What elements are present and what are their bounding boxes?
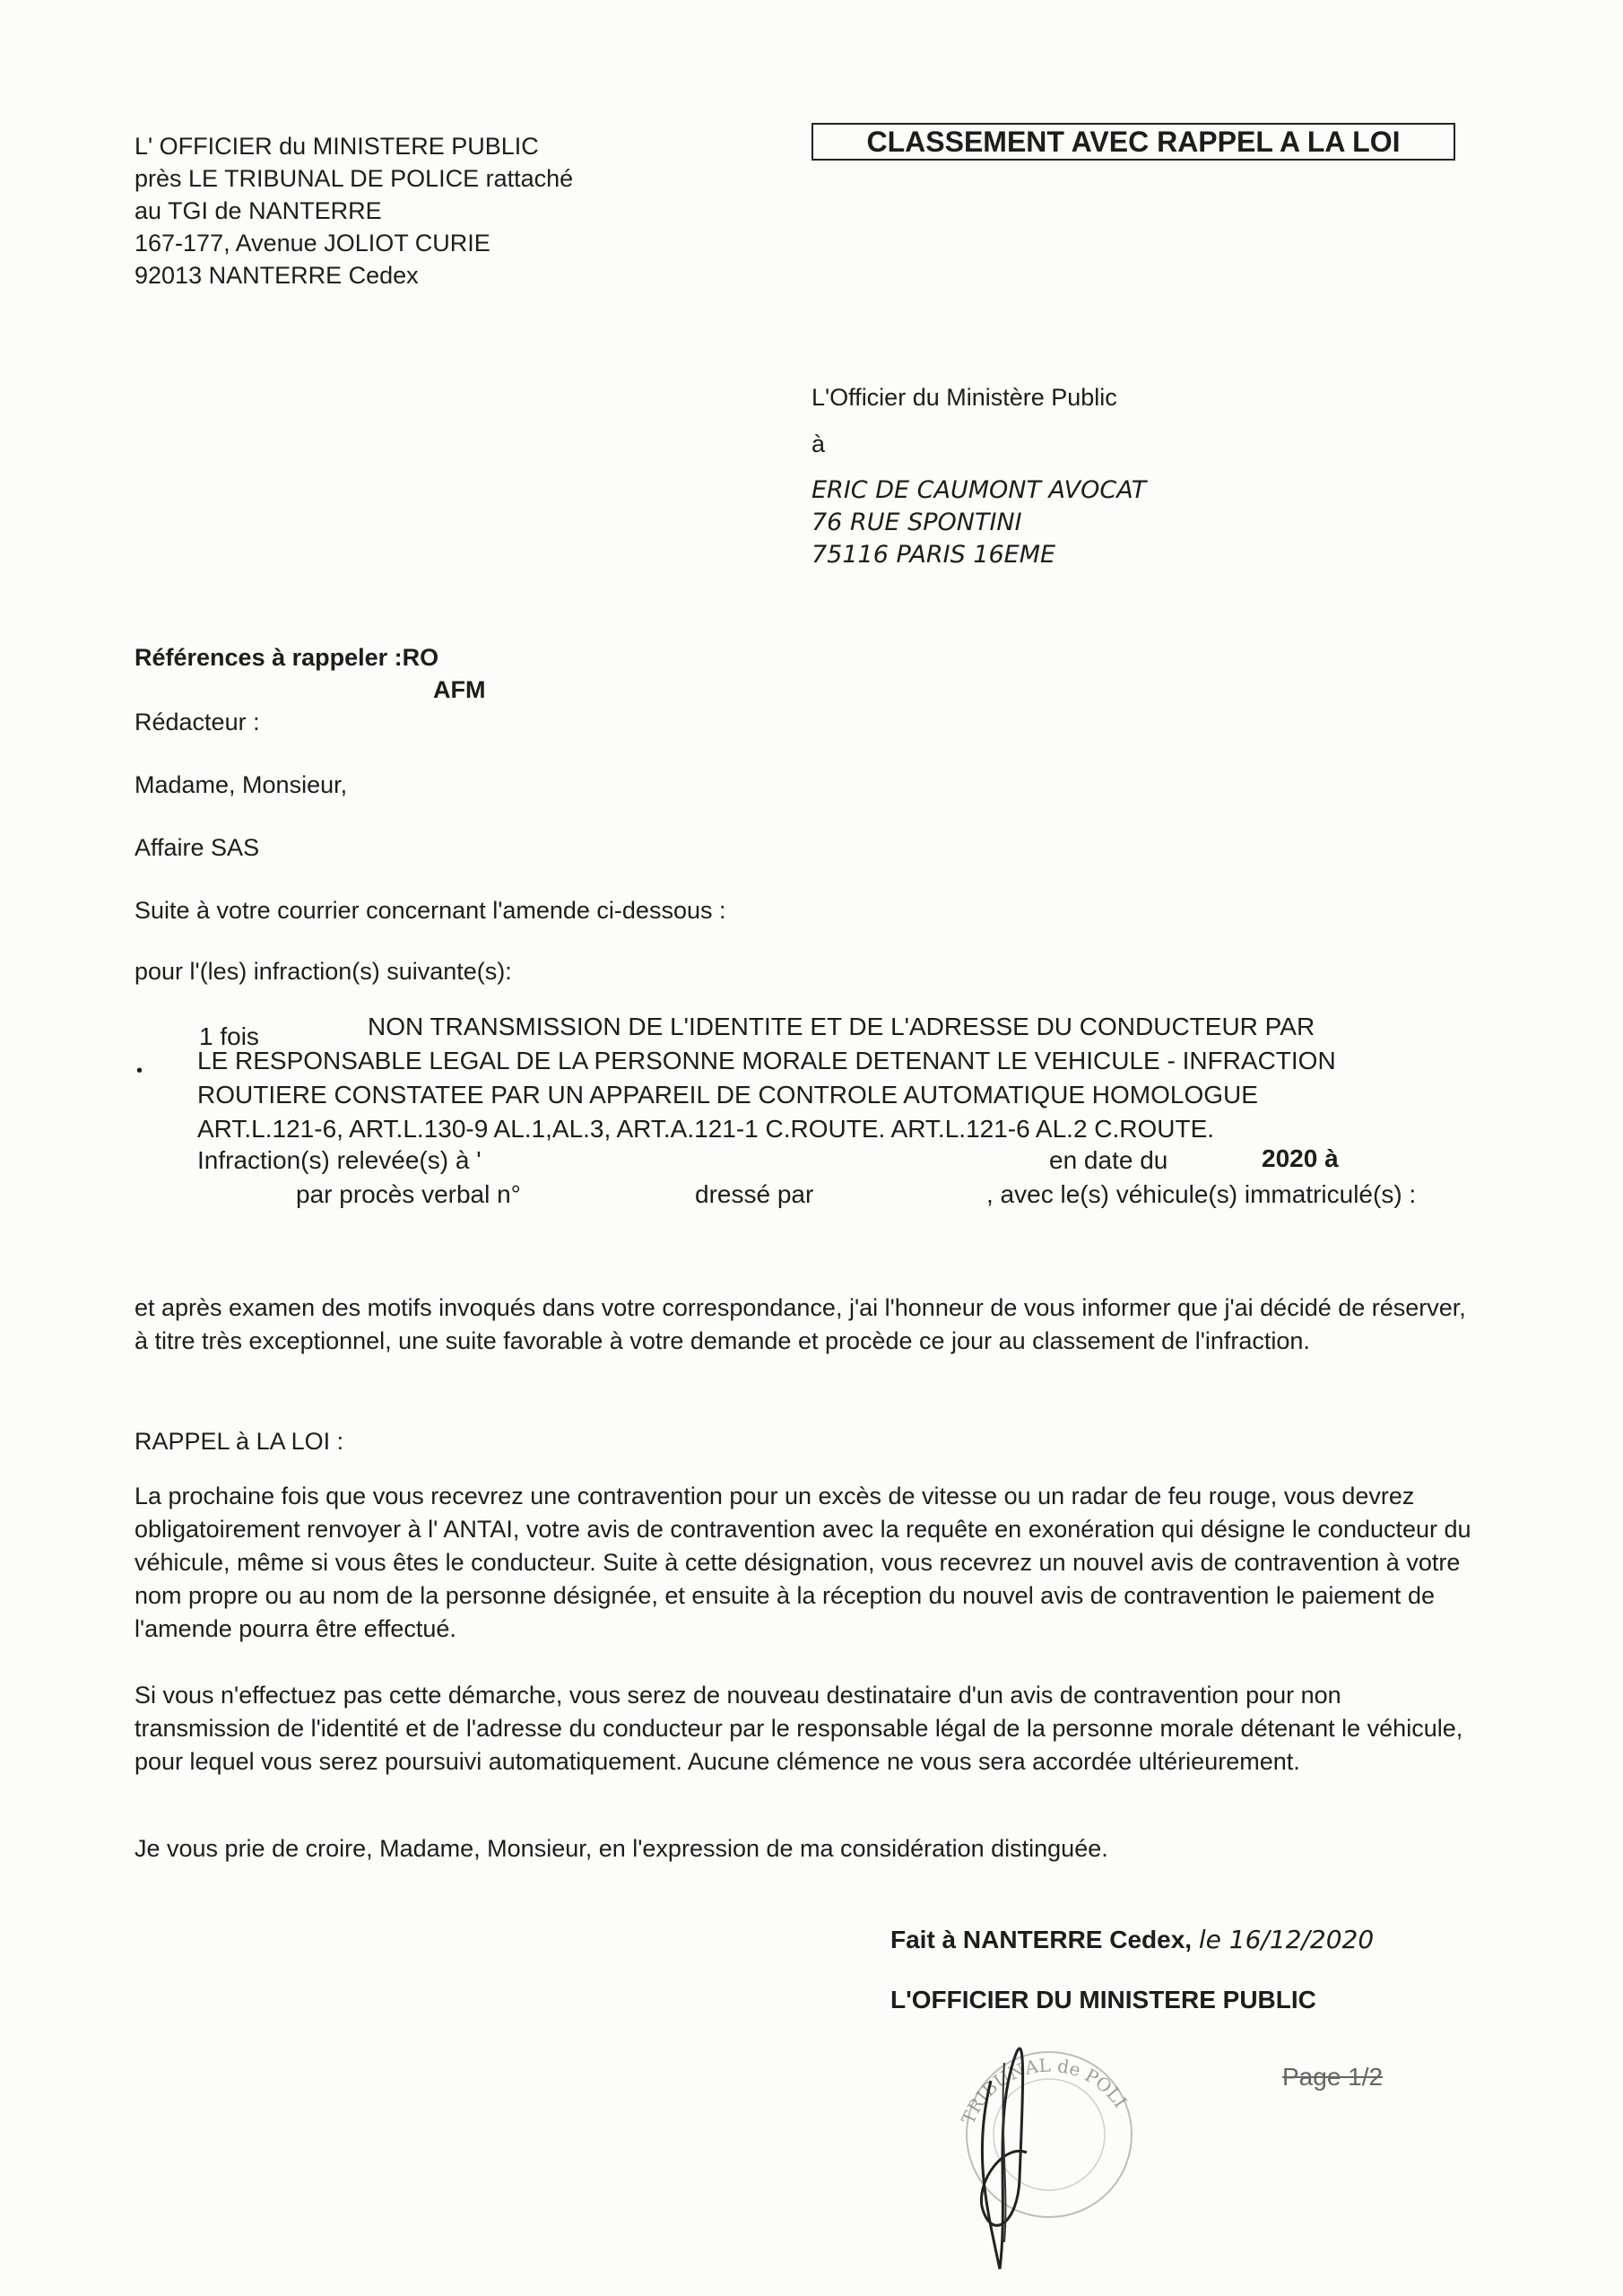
- salutation: Madame, Monsieur,: [135, 771, 348, 798]
- sender-line: 92013 NANTERRE Cedex: [135, 262, 419, 289]
- infractions-intro: pour l'(les) infraction(s) suivante(s):: [135, 958, 512, 985]
- reference-afm: AFM: [433, 676, 486, 703]
- decision-paragraph: et après examen des motifs invoqués dans votre correspondance, j'ai l'honneur de vous informer que j'ai décidé de réserver, à titre très exceptionnel, une suite favorable à votre demande et procède ce jour au classement de l'infraction.: [135, 1294, 1466, 1354]
- infraction-releve: Infraction(s) relevée(s) à ': [197, 1146, 482, 1174]
- rappel-paragraph-2: Si vous n'effectuez pas cette démarche, vous serez de nouveau destinataire d'un avis de contravention pour non transmission de l'identité et de l'adresse du conducteur par le responsable légal de la personne morale détenant le véhicule, pour lequel vous serez poursuivi automatiquement. Aucune clémence ne vous sera accordée ultérieurement.: [135, 1682, 1463, 1775]
- sender-line: au TGI de NANTERRE: [135, 197, 382, 224]
- sender-line: 167-177, Avenue JOLIOT CURIE: [135, 230, 490, 257]
- infraction-year: 2020 à: [1262, 1144, 1339, 1172]
- infraction-en-date: en date du: [1049, 1146, 1168, 1174]
- recipient-street: 76 RUE SPONTINI: [812, 509, 1022, 536]
- rappel-paragraph-1: La prochaine fois que vous recevrez une contravention pour un excès de vitesse ou un radar de feu rouge, vous devrez obligatoirement renvoyer à l' ANTAI, votre avis de contravention avec la requête en exonération qui désigne le conducteur du véhicule, même si vous êtes le conducteur. Suite à cette désignation, vous recevrez un nouvel avis de contravention à votre nom propre ou au nom de la personne désignée, et ensuite à la réception du nouvel avis de contravention le paiement de l'amende pourra être effectué.: [135, 1483, 1471, 1642]
- infraction-pv: par procès verbal n°: [296, 1180, 521, 1208]
- infraction-line: ART.L.121-6, ART.L.130-9 AL.1,AL.3, ART.A.121-1 C.ROUTE. ART.L.121-6 AL.2 C.ROUTE.: [197, 1115, 1215, 1143]
- recipient-to-word: à: [812, 430, 826, 457]
- closing-formula: Je vous prie de croire, Madame, Monsieur, en l'expression de ma considération distinguée.: [135, 1835, 1108, 1862]
- infraction-vehicule: , avec le(s) véhicule(s) immatriculé(s) :: [986, 1180, 1417, 1208]
- document-type-box: CLASSEMENT AVEC RAPPEL A LA LOI: [812, 123, 1455, 161]
- recipient-block: [812, 381, 1146, 571]
- infraction-description: [197, 1010, 1336, 1146]
- recipient-city: 75116 PARIS 16EME: [812, 541, 1056, 569]
- bullet-icon: •: [136, 1061, 143, 1081]
- infraction-line: NON TRANSMISSION DE L'IDENTITE ET DE L'ADRESSE DU CONDUCTEUR PAR: [368, 1013, 1315, 1040]
- stamp-text: TRIBUNAL de POLI: [957, 2054, 1132, 2127]
- sender-line: L' OFFICIER du MINISTERE PUBLIC: [135, 133, 539, 160]
- official-stamp-signature: [937, 1973, 1134, 2278]
- sender-line: près LE TRIBUNAL DE POLICE rattaché: [135, 165, 574, 192]
- svg-text:TRIBUNAL de POLICE: [937, 1973, 1132, 2127]
- infraction-dresse: dressé par: [695, 1180, 814, 1208]
- infraction-line: LE RESPONSABLE LEGAL DE LA PERSONNE MORALE DETENANT LE VEHICULE - INFRACTION: [197, 1047, 1336, 1074]
- recipient-name: ERIC DE CAUMONT AVOCAT: [812, 476, 1147, 504]
- infraction-line: ROUTIERE CONSTATEE PAR UN APPAREIL DE CONTROLE AUTOMATIQUE HOMOLOGUE: [197, 1081, 1258, 1109]
- infraction-count: 1 fois: [199, 1022, 259, 1050]
- redacteur-label: Rédacteur :: [135, 709, 260, 735]
- stamp-icon: [937, 1973, 1134, 2278]
- intro-text: Suite à votre courrier concernant l'amende ci-dessous :: [135, 897, 726, 924]
- reference-ro: RO: [402, 644, 439, 671]
- signature-title: L'OFFICIER DU MINISTERE PUBLIC: [890, 1986, 1316, 2013]
- signature-place-date: Fait à NANTERRE Cedex, le 16/12/2020: [890, 1925, 1375, 1954]
- page-number: Page 1/2: [1282, 2063, 1384, 2091]
- references-label: Références à rappeler :RO: [135, 644, 439, 671]
- affaire-label: Affaire SAS: [135, 834, 260, 861]
- sender-address: [135, 130, 573, 291]
- recipient-from: L'Officier du Ministère Public: [812, 384, 1117, 411]
- rappel-title: RAPPEL à LA LOI :: [135, 1428, 344, 1455]
